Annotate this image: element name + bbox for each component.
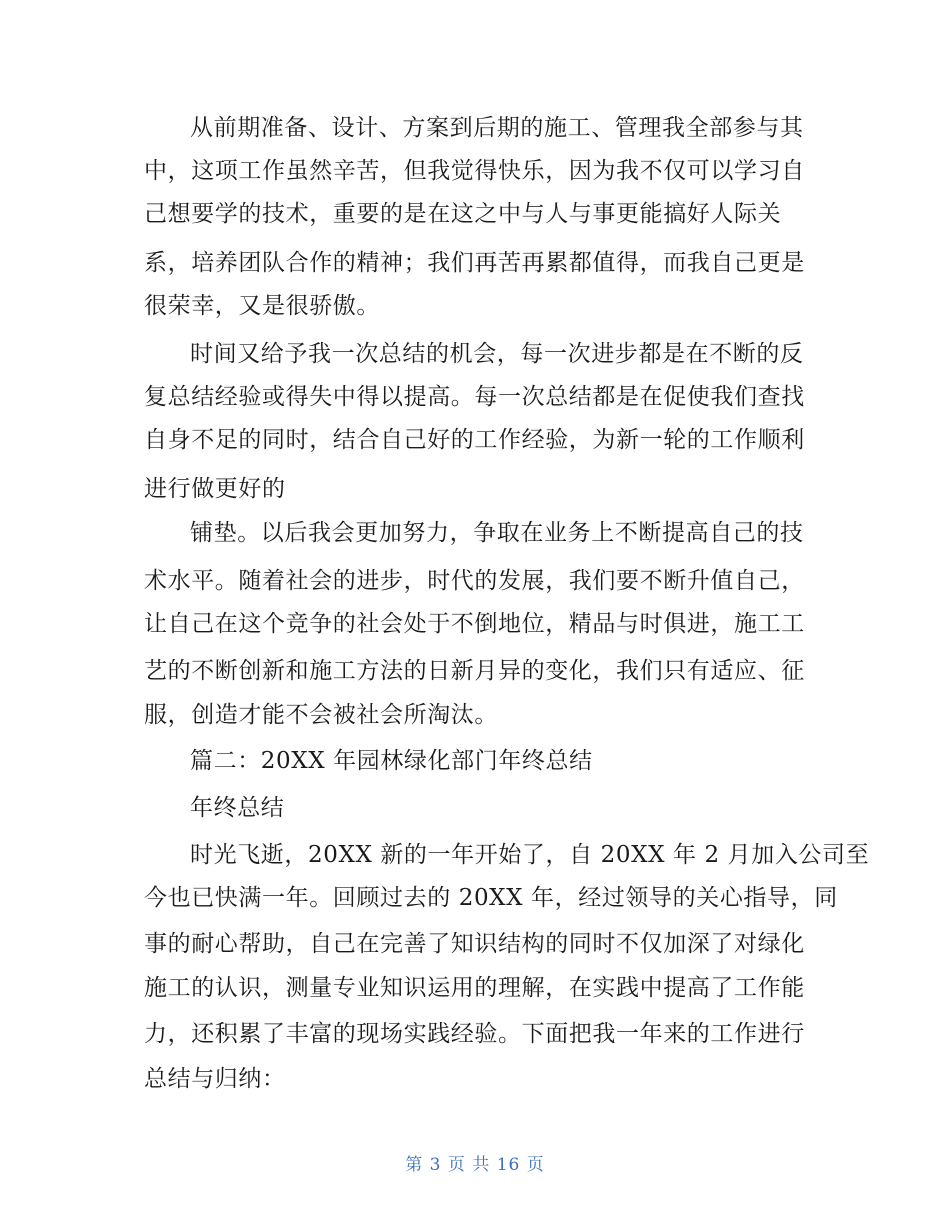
body-text-line: 施工的认识，测量专业知识运用的理解，在实践中提高了工作能 [144, 975, 805, 1001]
body-text-line: 艺的不断创新和施工方法的日新月异的变化，我们只有适应、征 [144, 658, 805, 684]
body-text-line: 自身不足的同时，结合自己好的工作经验，为新一轮的工作顺利 [144, 427, 805, 453]
body-text-line: 总结与归纳： [144, 1066, 286, 1092]
section-heading: 篇二：20XX 年园林绿化部门年终总结 [190, 748, 593, 774]
body-text-line: 进行做更好的 [144, 476, 286, 502]
body-text-line: 今也已快满一年。回顾过去的 20XX 年，经过领导的关心指导，同 [144, 885, 838, 911]
body-text-line: 事的耐心帮助，自己在完善了知识结构的同时不仅加深了对绿化 [144, 931, 805, 957]
body-text-line: 中，这项工作虽然辛苦，但我觉得快乐，因为我不仅可以学习自 [144, 158, 805, 184]
body-text-line: 从前期准备、设计、方案到后期的施工、管理我全部参与其 [190, 115, 804, 141]
body-text-line: 复总结经验或得失中得以提高。每一次总结都是在促使我们查找 [144, 384, 805, 410]
body-text-line: 服，创造才能不会被社会所淘汰。 [144, 702, 498, 728]
body-text-line: 己想要学的技术，重要的是在这之中与人与事更能搞好人际关 [144, 201, 782, 227]
section-subheading: 年终总结 [190, 795, 285, 821]
body-text-line: 让自己在这个竞争的社会处于不倒地位，精品与时俱进，施工工 [144, 611, 805, 637]
body-text-line: 时光飞逝，20XX 新的一年开始了，自 20XX 年 2 月加入公司至 [190, 842, 870, 868]
body-text-line: 力，还积累了丰富的现场实践经验。下面把我一年来的工作进行 [144, 1021, 805, 1047]
body-text-line: 铺垫。以后我会更加努力，争取在业务上不断提高自己的技 [190, 520, 804, 546]
body-text-line: 很荣幸，又是很骄傲。 [144, 293, 380, 319]
body-text-line: 系，培养团队合作的精神；我们再苦再累都值得，而我自己更是 [144, 250, 805, 276]
body-text-line: 时间又给予我一次总结的机会，每一次进步都是在不断的反 [190, 341, 804, 367]
page-number-footer: 第 3 页 共 16 页 [405, 1155, 545, 1175]
body-text-line: 术水平。随着社会的进步，时代的发展，我们要不断升值自己， [144, 568, 805, 594]
